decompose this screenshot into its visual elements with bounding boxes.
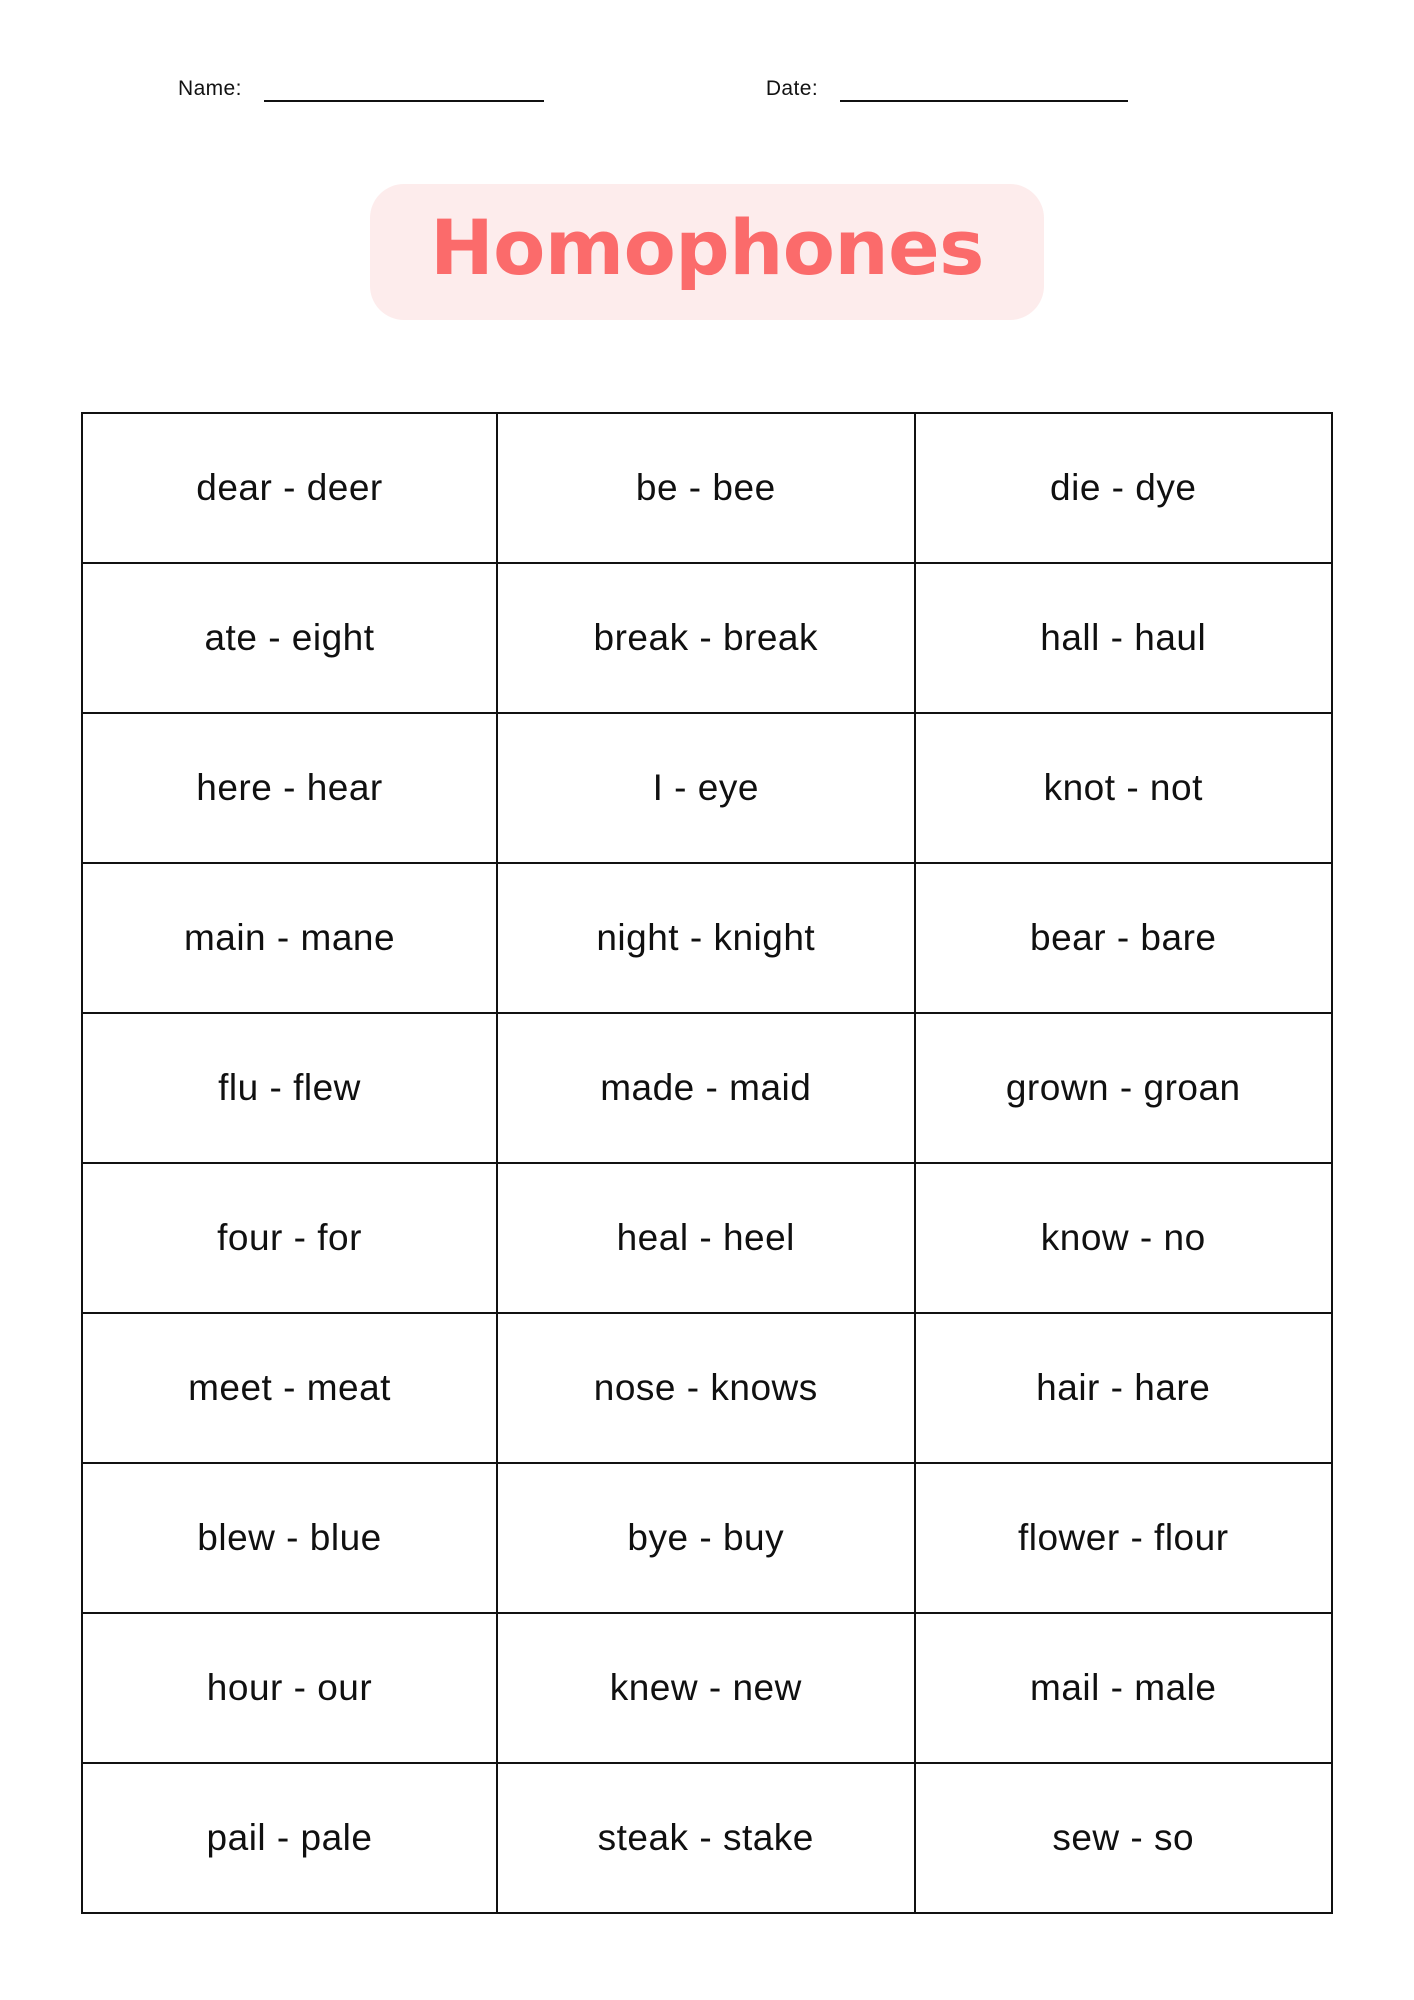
homophone-cell[interactable]	[497, 413, 914, 563]
homophone-pair: I - eye	[652, 767, 759, 808]
homophone-cell[interactable]	[82, 1613, 497, 1763]
homophones-table-body	[82, 413, 1332, 1913]
homophone-pair: meet - meat	[188, 1367, 391, 1408]
table-row	[82, 1613, 1332, 1763]
homophone-pair: dear - deer	[196, 467, 383, 508]
homophone-pair: nose - knows	[593, 1367, 818, 1408]
title-container	[0, 184, 1414, 320]
homophone-cell[interactable]	[497, 1163, 914, 1313]
table-row	[82, 1163, 1332, 1313]
homophone-cell[interactable]	[915, 863, 1333, 1013]
name-field-group	[178, 78, 544, 102]
table-row	[82, 563, 1332, 713]
homophone-pair: know - no	[1040, 1217, 1206, 1258]
homophone-cell[interactable]	[82, 1313, 497, 1463]
homophone-pair: knew - new	[609, 1667, 802, 1708]
homophone-pair: be - bee	[635, 467, 776, 508]
homophone-cell[interactable]	[82, 413, 497, 563]
homophone-pair: pail - pale	[206, 1817, 373, 1858]
homophone-pair: hair - hare	[1036, 1367, 1211, 1408]
homophone-cell[interactable]	[915, 1013, 1333, 1163]
homophone-pair: mail - male	[1030, 1667, 1217, 1708]
homophone-cell[interactable]	[82, 1163, 497, 1313]
homophone-cell[interactable]	[497, 713, 914, 863]
table-row	[82, 1013, 1332, 1163]
title-pill	[370, 184, 1044, 320]
homophone-pair: steak - stake	[597, 1817, 814, 1858]
homophone-cell[interactable]	[82, 863, 497, 1013]
table-row	[82, 413, 1332, 563]
homophone-cell[interactable]	[915, 563, 1333, 713]
homophone-cell[interactable]	[915, 1313, 1333, 1463]
homophone-cell[interactable]	[497, 1013, 914, 1163]
homophone-cell[interactable]	[497, 863, 914, 1013]
homophone-pair: flower - flour	[1017, 1517, 1229, 1558]
table-row	[82, 1313, 1332, 1463]
homophone-pair: grown - groan	[1005, 1067, 1241, 1108]
homophone-pair: made - maid	[600, 1067, 812, 1108]
page-title: Homophones	[430, 203, 984, 292]
homophone-pair: sew - so	[1052, 1817, 1195, 1858]
worksheet-header	[0, 58, 1414, 102]
table-row	[82, 863, 1332, 1013]
homophone-pair: main - mane	[183, 917, 396, 958]
homophone-pair: bear - bare	[1030, 917, 1217, 958]
date-label: Date:	[765, 77, 819, 100]
table-row	[82, 713, 1332, 863]
homophone-pair: blew - blue	[197, 1517, 382, 1558]
homophone-pair: night - knight	[596, 917, 816, 958]
name-input-line[interactable]	[264, 99, 544, 102]
homophone-pair: break - break	[593, 617, 819, 658]
homophone-cell[interactable]	[82, 1763, 497, 1913]
homophone-cell[interactable]	[915, 1613, 1333, 1763]
homophone-cell[interactable]	[497, 1763, 914, 1913]
date-field-group	[766, 78, 1128, 102]
homophone-cell[interactable]	[915, 713, 1333, 863]
homophone-pair: flu - flew	[218, 1067, 361, 1108]
homophone-cell[interactable]	[915, 1163, 1333, 1313]
table-row	[82, 1763, 1332, 1913]
homophone-cell[interactable]	[82, 713, 497, 863]
homophone-cell[interactable]	[82, 1463, 497, 1613]
date-input-line[interactable]	[840, 99, 1128, 102]
homophone-pair: knot - not	[1043, 767, 1203, 808]
homophone-pair: die - dye	[1050, 467, 1197, 508]
homophone-pair: ate - eight	[204, 617, 375, 658]
homophone-pair: heal - heel	[616, 1217, 795, 1258]
homophones-table	[81, 412, 1333, 1914]
homophone-cell[interactable]	[82, 563, 497, 713]
name-label: Name:	[178, 77, 242, 100]
homophone-cell[interactable]	[497, 1613, 914, 1763]
homophone-pair: here - hear	[196, 767, 383, 808]
homophone-cell[interactable]	[915, 413, 1333, 563]
homophone-pair: bye - buy	[627, 1517, 785, 1558]
homophone-pair: hour - our	[206, 1667, 373, 1708]
table-row	[82, 1463, 1332, 1613]
homophone-cell[interactable]	[497, 1463, 914, 1613]
homophone-pair: hall - haul	[1040, 617, 1207, 658]
homophone-cell[interactable]	[915, 1463, 1333, 1613]
homophone-cell[interactable]	[497, 1313, 914, 1463]
homophone-cell[interactable]	[497, 563, 914, 713]
homophone-cell[interactable]	[915, 1763, 1333, 1913]
homophone-cell[interactable]	[82, 1013, 497, 1163]
homophone-pair: four - for	[217, 1217, 362, 1258]
